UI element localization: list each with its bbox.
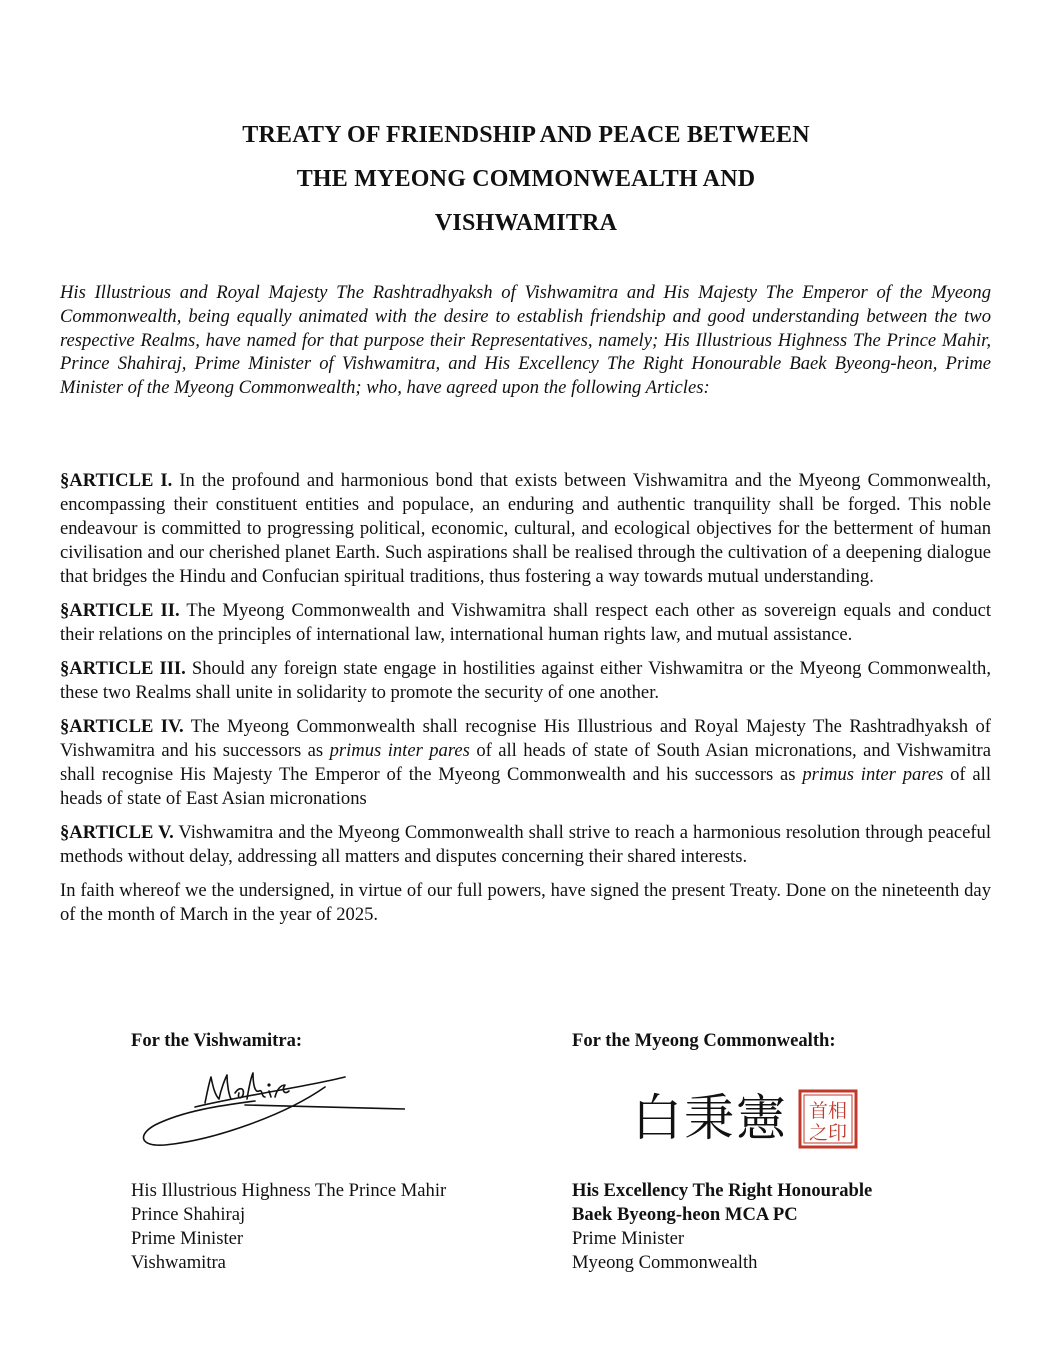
article-4-italic-b: primus inter pares — [802, 764, 944, 785]
preamble: His Illustrious and Royal Majesty The Rashtradhyaksh of Vishwamitra and His Majesty The Emperor of the Myeong Commonwealth, being equally animated with the desire to establish friendship and good understanding between the two respective Realms, have named for that purpose their Representatives, namely; His Illustrious Highness The Prince Mahir, Prince Shahiraj, Prime Minister of Vishwamitra, and His Excellency The Right Honourable Baek Byeong-heon, Prime Minister of the Myeong Commonwealth; who, have agreed upon the following Articles: — [60, 282, 991, 399]
signatory-left-line-2: Prince Shahiraj — [131, 1204, 246, 1225]
article-2-heading: §ARTICLE II. — [60, 600, 180, 621]
article-5 — [60, 821, 991, 869]
title-line-2: THE MYEONG COMMONWEALTH AND — [296, 166, 756, 192]
signatory-right-line-1: Prime Minister — [572, 1228, 685, 1249]
svg-text:首相: 首相 — [808, 1100, 848, 1122]
article-4-heading: §ARTICLE IV. — [60, 716, 184, 737]
article-2 — [60, 599, 991, 647]
signatory-right-title-2: Baek Byeong-heon MCA PC — [572, 1204, 798, 1225]
signature-baek-byeong-heon — [632, 1077, 862, 1157]
article-1-text: In the profound and harmonious bond that exists between Vishwamitra and the Myeong Commonwealth, encompassing their constituent entities and populace, an enduring and authentic tranquility shall be forged. This noble endeavour is committed to progressing political, economic, cultural, and ecological objectives for the betterment of human civilisation and our cherished planet Earth. Such aspirations shall be realised through the cultivation of a deepening dialogue that bridges the Hindu and Confucian spiritual traditions, thus fostering a way towards mutual understanding. — [60, 470, 991, 587]
article-5-heading: §ARTICLE V. — [60, 822, 174, 843]
article-4-text-b: of all heads of state of South Asian micronations, and Vishwamitra shall recognise His Majesty The Emperor of the Myeong Commonwealth and his successors as — [60, 740, 992, 785]
signatory-left-line-4: Vishwamitra — [131, 1252, 226, 1273]
signatory-vishwamitra — [131, 1029, 531, 1273]
signatory-right-details — [572, 1179, 992, 1275]
article-4-text-a: The Myeong Commonwealth shall recognise His Illustrious and Royal Majesty The Rashtradhyaksh of Vishwamitra and his successors as — [60, 716, 991, 761]
article-1-heading: §ARTICLE I. — [60, 470, 173, 491]
signatory-right-line-2: Myeong Commonwealth — [572, 1252, 758, 1273]
title-line-3: VISHWAMITRA — [434, 210, 618, 236]
signature-mahir — [135, 1065, 405, 1155]
article-4-text-c: of all heads of state of East Asian micronations — [60, 764, 991, 809]
article-3 — [60, 657, 991, 705]
signatory-left-details — [131, 1179, 531, 1275]
article-2-text: The Myeong Commonwealth and Vishwamitra shall respect each other as sovereign equals and conduct their relations on the principles of international law, international human rights law, and mutual assistance. — [60, 600, 991, 645]
signatory-left-line-3: Prime Minister — [131, 1228, 244, 1249]
title-line-1: TREATY OF FRIENDSHIP AND PEACE BETWEEN — [242, 122, 810, 148]
article-3-heading: §ARTICLE III. — [60, 658, 186, 679]
signatory-left-heading: For the Vishwamitra: — [131, 1030, 303, 1051]
article-5-text: Vishwamitra and the Myeong Commonwealth shall strive to reach a harmonious resolution through peaceful methods without delay, addressing all matters and disputes concerning their shared interests. — [60, 822, 992, 867]
signatory-right-heading: For the Myeong Commonwealth: — [572, 1030, 836, 1051]
svg-text:之印: 之印 — [808, 1122, 848, 1144]
article-1 — [60, 469, 991, 589]
article-3-text: Should any foreign state engage in hostilities against either Vishwamitra or the Myeong Commonwealth, these two Realms shall unite in solidarity to promote the security of one another. — [60, 658, 992, 703]
signatory-right-title-1: His Excellency The Right Honourable — [572, 1180, 873, 1201]
svg-text:白秉憲: 白秉憲 — [632, 1089, 788, 1147]
document-title — [60, 113, 992, 245]
seal-stamp — [800, 1091, 856, 1147]
signatory-left-line-1: His Illustrious Highness The Prince Mahir — [131, 1180, 447, 1201]
article-4-italic-a: primus inter pares — [329, 740, 470, 761]
article-4 — [60, 715, 991, 811]
closing-statement: In faith whereof we the undersigned, in virtue of our full powers, have signed the present Treaty. Done on the nineteenth day of the month of March in the year of 2025. — [60, 880, 991, 925]
articles-section — [60, 469, 991, 937]
signatory-myeong — [572, 1029, 992, 1273]
